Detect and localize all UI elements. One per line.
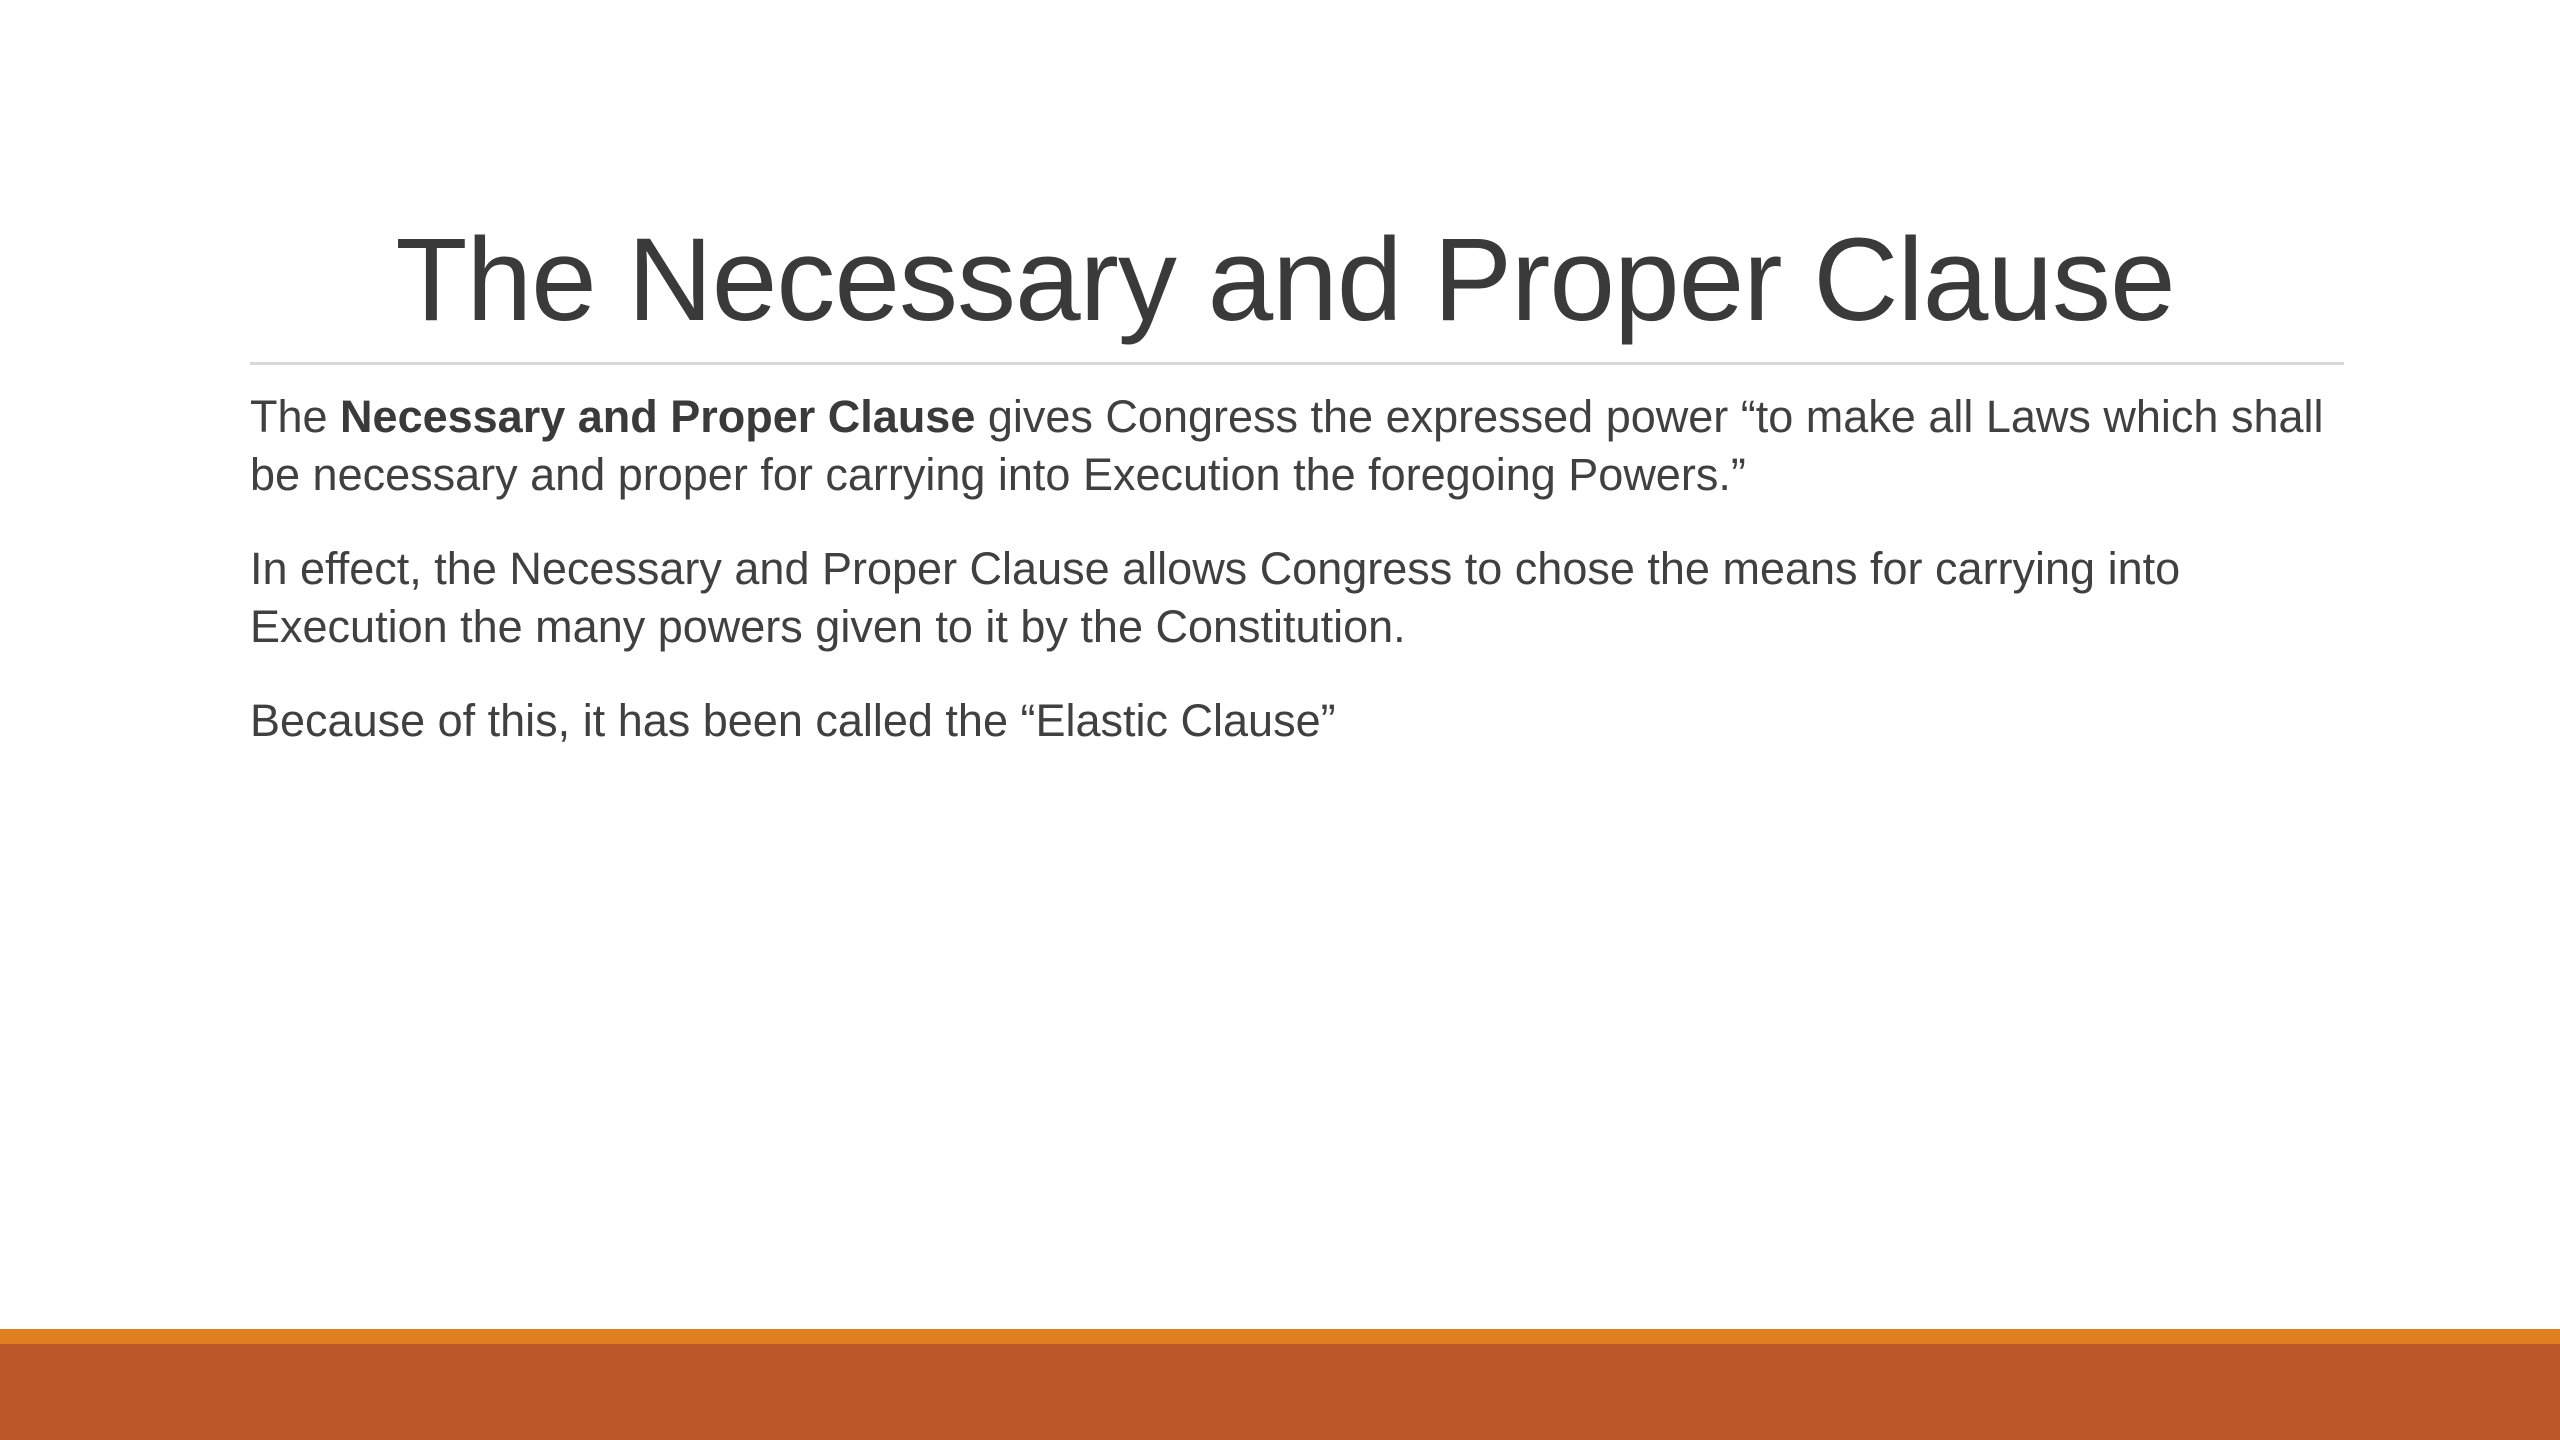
paragraph-2: In effect, the Necessary and Proper Clause allows Congress to chose the means for carrying into Execution the many powers given to it by the Constitution. <box>250 543 2181 652</box>
slide-body <box>250 388 2360 786</box>
paragraph-1-bold-term: Necessary and Proper Clause <box>340 391 976 442</box>
paragraph-1-suffix: gives Congress the expressed power “to make all Laws which shall be necessary and proper for carrying into Execution the foregoing Powers.” <box>250 391 2324 500</box>
paragraph-1-prefix: The <box>250 391 341 442</box>
footer-band <box>0 1344 2560 1440</box>
title-divider <box>250 362 2344 365</box>
footer-accent-stripe <box>0 1329 2560 1344</box>
paragraph-3: Because of this, it has been called the “Elastic Clause” <box>250 695 1336 746</box>
paragraph-1 <box>250 388 2360 504</box>
slide-title: The Necessary and Proper Clause <box>395 214 2175 346</box>
